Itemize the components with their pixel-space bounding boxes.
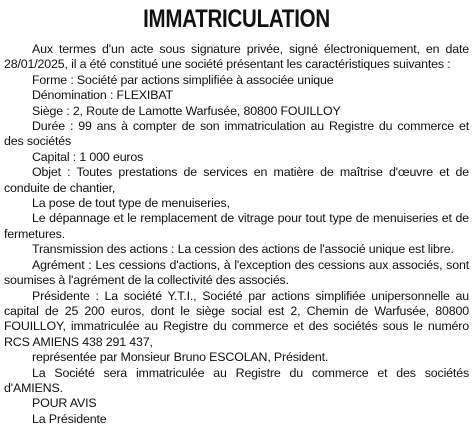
capital-line: Capital : 1 000 euros: [32, 149, 144, 164]
registration-line: La Société sera immatriculée au Registre du commerce et des sociétés d'AMIENS.: [4, 365, 469, 395]
purpose-item-glazing: Le dépannage et le remplacement de vitrage pour tout type de menuiseries et de fermetures.: [4, 211, 469, 241]
legal-notice: [4, 4, 469, 427]
president-line: Présidente : La société Y.T.I., Société par actions simplifiée unipersonnelle au capital de 25 200 euros, dont le siège social est 2, Chemin de Warfusée, 80800 FOUILLOY, immatriculée au Registre du commerce et des sociétés sous le numéro RCS AMIENS 438 291 437,: [4, 288, 469, 349]
intro-paragraph: Aux termes d'un acte sous signature privée, signé électroniquement, en date 28/01/2025, il a été constitué une société présentant les caractéristiques suivantes :: [4, 42, 469, 72]
signature-line: La Présidente: [32, 411, 107, 426]
pour-avis-line: POUR AVIS: [32, 396, 97, 411]
duration-line: Durée : 99 ans à compter de son immatriculation au Registre du commerce et des sociétés: [4, 119, 469, 149]
share-transfer-line: Transmission des actions : La cession des actions de l'associé unique est libre.: [32, 242, 454, 257]
approval-line: Agrément : Les cessions d'actions, à l'exception des cessions aux associés, sont soumises à l'agrément de la collectivité des associés.: [4, 257, 469, 288]
name-line: Dénomination : FLEXIBAT: [32, 88, 173, 103]
purpose-line: Objet : Toutes prestations de services en matière de maîtrise d'œuvre et de conduite de chantier,: [4, 165, 469, 195]
form-line: Forme : Société par actions simplifiée à associée unique: [32, 72, 334, 87]
notice-title: IMMATRICULATION: [143, 5, 330, 33]
purpose-item-joinery: La pose de tout type de menuiseries,: [32, 196, 230, 211]
notice-body: [4, 42, 469, 427]
representative-line: représentée par Monsieur Bruno ESCOLAN, Président.: [32, 350, 329, 365]
headquarters-line: Siège : 2, Route de Lamotte Warfusée, 80800 FOUILLOY: [32, 103, 341, 118]
